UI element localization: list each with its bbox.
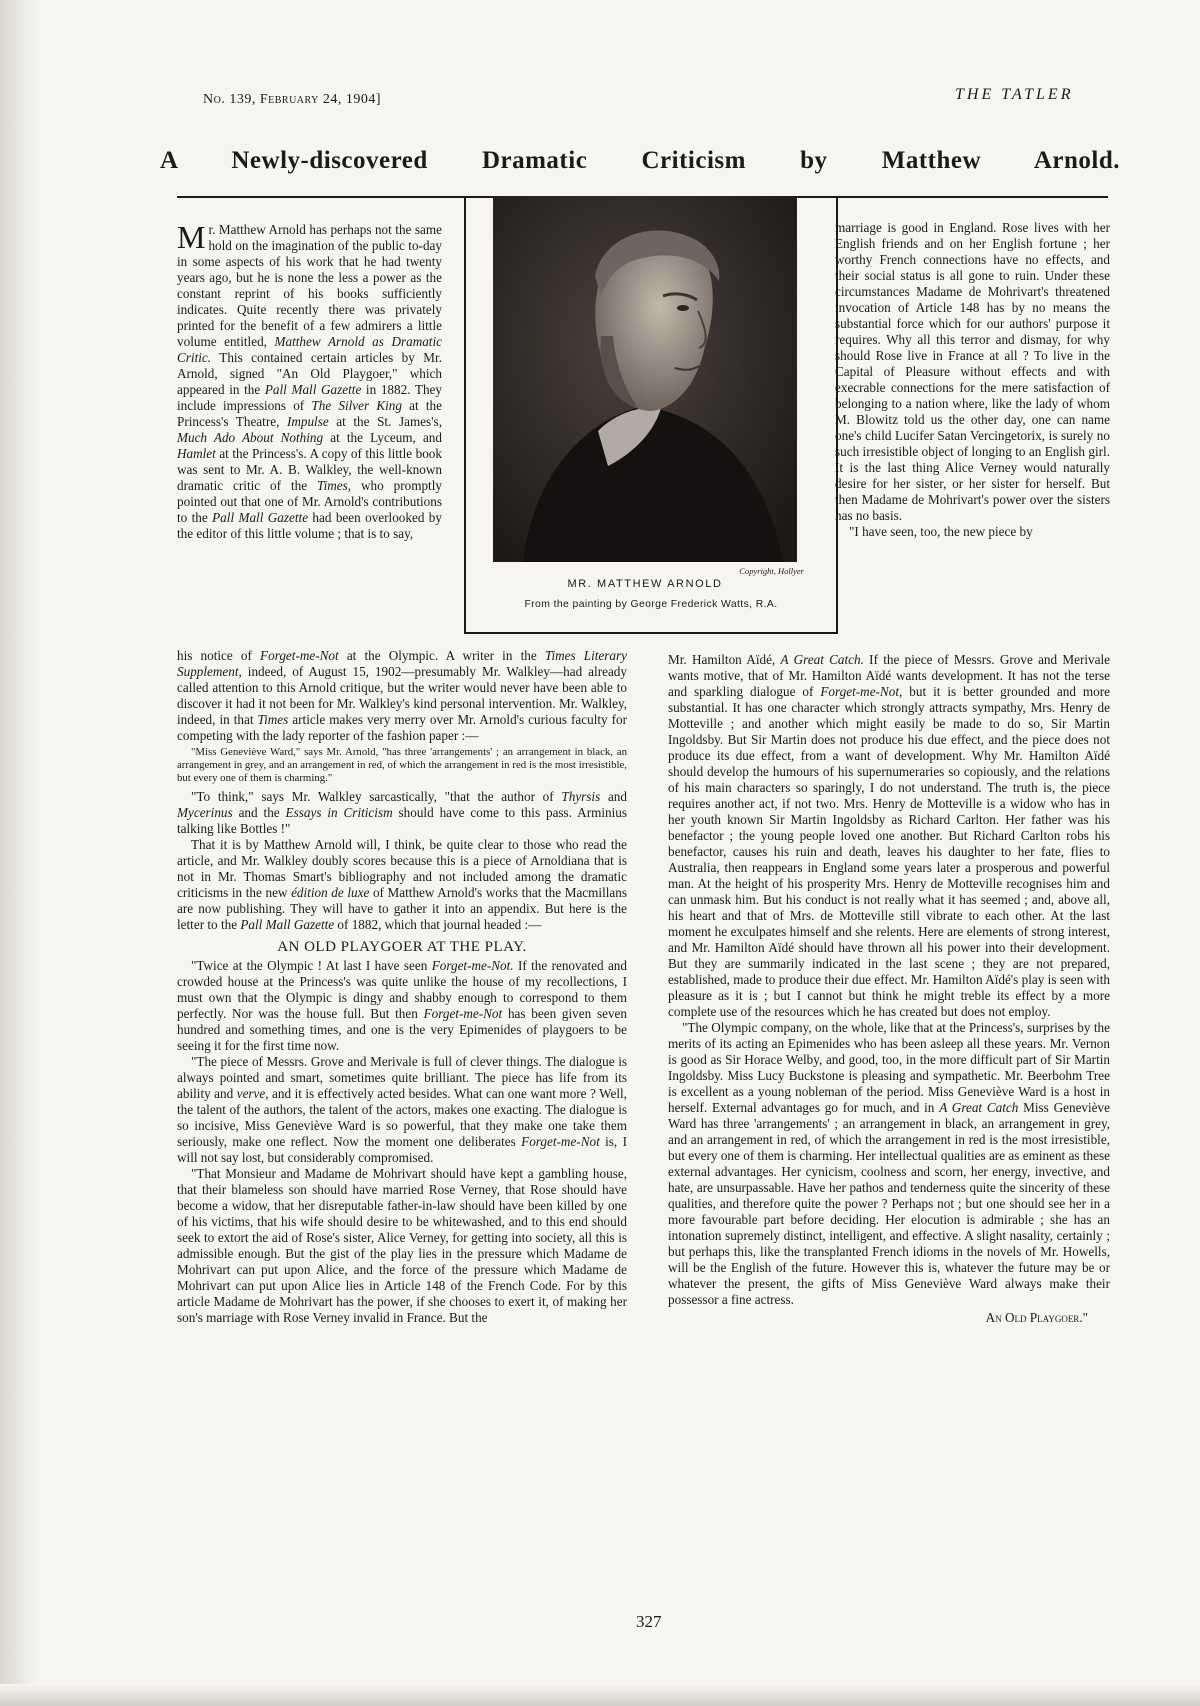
title-italic: A Great Catch. [780, 652, 864, 667]
quote-text: "Miss Geneviève Ward," says Mr. Arnold, "has three 'arrangements' ; an arrangement in black, an arrangement in grey, and an arrangement in red, of which the arrangement in red is the most irresistible, but every one of them is charming." [177, 746, 627, 784]
headline: A Newly-discovered Dramatic Criticism by Matthew Arnold. [160, 147, 1120, 174]
paragraph: "I have seen, too, the new piece by [849, 524, 1033, 539]
text-run: but it is better grounded and more substantial. It has one character which strongly attracts sympathy, Mrs. Henry de Motteville ; and another which might easily be made to do so, Sir Martin Ingoldsby. But Sir Martin does not produce his due effect, and the piece does not produce its due effect, from a want of development. Why Mr. Hamilton Aïdé should develop the humours of his supernumeraries so copiously, and the relations of his main characters so sparingly, I do not understand. The truth is, the piece requires another act, if not two. Mrs. Henry de Motteville is a widow who has in her youth known Sir Martin Ingoldsby as Richard Carlton. Her father was his benefactor ; the young people loved one another. But Richard Carlton robs his benefactor, causes his ruin and death, leaves his daughter to her fate, flies to Australia, then reappears in England some years later a prosperous and powerful man. At the height of his prosperity Mrs. Henry de Motteville recognises him and can unmask him. But his conduct is not really what it has seemed ; and, above all, his heart and that of Mrs. de Motteville still vibrate to each other. At the last moment he exculpates himself and she relents. Here are elements of strong interest, and Mr. Hamilton Aïdé should have thrown all his power into their development. But they are summarily indicated in the last scene ; they are not prepared, established, made to produce their due effect. Mr. Hamilton Aïdé's play is seen with pleasure as it is ; but I cannot but think he might treble its effect by a more complete use of the resources which he has created but does not employ. [668, 684, 1110, 1019]
text-run: and [600, 789, 627, 804]
text-run: "The piece of Messrs. Grove and Merivale is full of clever things. The dialogue is always pointed and smart, sometimes quite brilliant. The piece has life from its ability and [177, 1054, 627, 1101]
text-run: If the renovated and crowded house at the Princess's was quite unlike the house of my recollections, I must own that the Olympic is dingy and shabby enough to correspond to them perfectly. Nor was the house full. But then [177, 958, 627, 1021]
paragraph [177, 789, 627, 837]
text-run: should have come to this pass. Arminius talking like Bottles !" [177, 805, 627, 836]
title-italic: édition de luxe [291, 885, 370, 900]
title-italic: Times, [317, 478, 352, 493]
text-run: "Twice at the Olympic ! At last I have seen [191, 958, 432, 973]
text-run: article makes very merry over Mr. Arnold's curious faculty for competing with the lady reporter of the fashion paper :— [177, 712, 628, 743]
title-italic: Matthew Arnold as Dramatic Critic. [177, 334, 442, 365]
paragraph [177, 958, 627, 1054]
text-run: indeed, of August 15, 1902—presumably Mr. Walkley—had already called attention to this Arnold critique, but the writer would never have been able to discover it had it not been for Mr. Walkley's kind personal intervention. Mr. Walkley, indeed, in that [177, 664, 627, 727]
portrait-frame-bottom [464, 632, 838, 634]
portrait-painting [493, 196, 797, 562]
title-italic: Pall Mall Gazette [240, 917, 335, 932]
drop-cap: M [177, 219, 206, 255]
signature: An Old Playgoer." [985, 1310, 1088, 1325]
text-run: If the piece of Messrs. Grove and Merivale wants motive, that of Mr. Hamilton Aïdé wants development. It has not the terse and sparkling dialogue of [668, 652, 1110, 699]
title-italic: A Great Catch [939, 1100, 1019, 1115]
title-italic: The Silver King [311, 398, 402, 413]
intro-paragraph [177, 219, 442, 542]
title-italic: Hamlet [177, 446, 216, 461]
page-spine-shadow [0, 0, 40, 1706]
text-run: That it is by Matthew Arnold will, I think, be quite clear to those who read the article, and Mr. Walkley doubly scores because this is a piece of Arnoldiana that is not in Mr. Thomas Smart's bibliography and not included among the dramatic criticisms in the new [177, 837, 627, 900]
column-right-lower [668, 652, 1110, 1326]
title-italic: Impulse [286, 414, 329, 429]
paragraph: "That Monsieur and Madame de Mohrivart should have kept a gambling house, that their blameless son should have married Rose Verney, that Rose should have become a widow, that her disreputable father-in-law should have been killed by one of his victims, that his wife should desire to be whitewashed, and to this end should seek to extort the aid of Rose's sister, Alice Verney, for getting into society, all this is admissible enough. But the gist of the play lies in the pressure which Madame de Mohrivart can put upon Alice, and the force of the pressure which Madame de Mohrivart can put upon Alice lies in Article 148 of the French Code. For by this article Madame de Mohrivart has the power, if she chooses to exert it, of making her son's marriage with Rose Verney invalid in France. But the [177, 1166, 627, 1325]
portrait-eye [677, 305, 689, 311]
issue-line: No. 139, February 24, 1904] [203, 92, 382, 107]
portrait-copyright: Copyright, Hollyer [739, 566, 804, 576]
text-run: r. Matthew Arnold has perhaps not the same hold on the imagination of the public to-day in some aspects of his work that he had twenty years ago, but he is none the less a power as the constant reprint of his books sufficiently indicates. Quite recently there was privately printed for the benefit of a few admirers a little volume entitled, [177, 222, 442, 349]
text-run: who promptly pointed out that one of Mr. Arnold's contributions to the [177, 478, 442, 525]
page-number: 327 [636, 1612, 662, 1631]
title-italic: Forget-me-Not [260, 648, 339, 663]
column-right-upper [835, 220, 1110, 540]
paragraph [177, 648, 627, 744]
text-run: had been overlooked by the editor of this little volume ; that is to say, [177, 510, 442, 541]
title-italic: verve, [236, 1086, 269, 1101]
text-run: is, I will not say lost, but considerably compromised. [177, 1134, 627, 1165]
text-run: Mr. Hamilton Aïdé, [668, 652, 781, 667]
paragraph: marriage is good in England. Rose lives with her English friends and on her English fortune ; her worthy French connections have no effects, and their social status is all gone to ruin. Under these circumstances Madame de Mohrivart's threatened invocation of Article 148 has by no means the substantial force which for our authors' purpose it requires. Why all this terror and dismay, for why should Rose live in France at all ? To live in the Capital of Pleasure without effects and with execrable connections for the mere satisfaction of belonging to a nation where, like the lady of whom M. Blowitz told us the other day, one can name one's child Lucifer Satan Vercingetorix, is surely no such irresistible object of longing to an English girl. It is the last thing Alice Verney would naturally desire for her sister, or her sister for herself. But then Madame de Mohrivart's power over the sisters has no basis. [835, 220, 1110, 523]
text-run: at the St. James's, [328, 414, 442, 429]
letter-subhead: AN OLD PLAYGOER AT THE PLAY. [277, 939, 527, 955]
paragraph [668, 652, 1110, 1020]
text-run: has been given seven hundred and something times, and one is the very Epimenides of playgoers to be seeing it for the first time now. [177, 1006, 627, 1053]
title-italic: Thyrsis [561, 789, 601, 804]
title-italic: Mycerinus [177, 805, 233, 820]
text-run: and it is effectively acted besides. What can one want more ? Well, the talent of the authors, the talent of the actors, makes one exacting. The dialogue is so incisive, Miss Geneviève Ward is so powerful, that they make one take them seriously, make one reflect. Now the moment one deliberates [177, 1086, 627, 1149]
title-italic: Forget-me-Not [423, 1006, 503, 1021]
title-italic: Pall Mall Gazette [212, 510, 309, 525]
text-run: at the Princess's. A copy of this little book was sent to Mr. A. B. Walkley, the well-known dramatic critic of the [177, 446, 442, 493]
text-run: his notice of [177, 648, 261, 663]
portrait-image [493, 196, 797, 562]
rule-top-left [177, 196, 464, 198]
text-run: of Matthew Arnold's works that the Macmillans are now publishing. They will have to gather it into an appendix. But here is the letter to the [177, 885, 627, 932]
column-left-lower [177, 648, 627, 1326]
text-run: at the Olympic. A writer in the [338, 648, 545, 663]
quoted-passage [177, 746, 627, 785]
title-italic: Times [257, 712, 289, 727]
title-italic: Much Ado About Nothing [177, 430, 324, 445]
portrait-frame-left [464, 196, 466, 634]
paragraph [668, 1020, 1110, 1308]
title-italic: Forget-me-Not [521, 1134, 600, 1149]
masthead: THE TATLER [955, 86, 1074, 103]
text-run: in 1882. They include impressions of [177, 382, 442, 413]
text-run: at the Lyceum, and [323, 430, 442, 445]
text-run: "To think," says Mr. Walkley sarcastically, "that the author of [191, 789, 562, 804]
title-italic: Pall Mall Gazette [264, 382, 362, 397]
text-run: Miss Geneviève Ward has three 'arrangements' ; an arrangement in black, an arrangement in grey, and an arrangement in red, of which the arrangement in red is the most irresistible, but every one of them is charming. Her intellectual qualities are as eminent as these external advantages. Her cynicism, coolness and scorn, her energy, invective, and hate, are unsurpassable. Have her pathos and tenderness quite the sincerity of these qualities, and therefore quite the power ? Perhaps not ; but one should see her in a more favourable part before deciding. Her elocution is admirable ; she has an intonation supremely distinct, intelligent, and effective. A slight nasality, certainly ; but perhaps this, like the transplanted French idioms in the novels of Mr. Howells, will be the English of the future. However this is, whatever the future may be or whatever the present, the gifts of Miss Geneviève Ward always make their possessor a fine actress. [668, 1100, 1110, 1307]
text-run: This contained certain articles by Mr. Arnold, signed "An Old Playgoer," which appeared in the [177, 350, 442, 397]
paragraph [177, 837, 627, 933]
rule-top-right [836, 196, 1108, 198]
column-left-upper [177, 219, 442, 542]
title-italic: Forget-me-Not. [431, 958, 514, 973]
portrait-caption-name: MR. MATTHEW ARNOLD [567, 578, 723, 590]
page-bottom-edge [0, 1684, 1200, 1706]
portrait-caption-credit: From the painting by George Frederick Watts, R.A. [524, 599, 778, 610]
title-italic: Essays in Criticism [285, 805, 393, 820]
paragraph [177, 1054, 627, 1166]
text-run: of 1882, which that journal headed :— [334, 917, 542, 932]
text-run: at the Princess's Theatre, [177, 398, 442, 429]
text-run: "The Olympic company, on the whole, like that at the Princess's, surprises by the merits of its acting an Epimenides who has been asleep all these years. Mr. Vernon is good as Sir Horace Welby, and good, too, in the more difficult part of Sir Martin Ingoldsby. Miss Lucy Buckstone is pleasing and sympathetic. Mr. Beerbohm Tree is excellent as a young nobleman of the period. Miss Geneviève Ward is a host in herself. External advantages go for much, and in [668, 1020, 1110, 1115]
text-run: and the [232, 805, 286, 820]
title-italic: Times Literary Supplement, [177, 648, 627, 679]
title-italic: Forget-me-Not, [820, 684, 903, 699]
